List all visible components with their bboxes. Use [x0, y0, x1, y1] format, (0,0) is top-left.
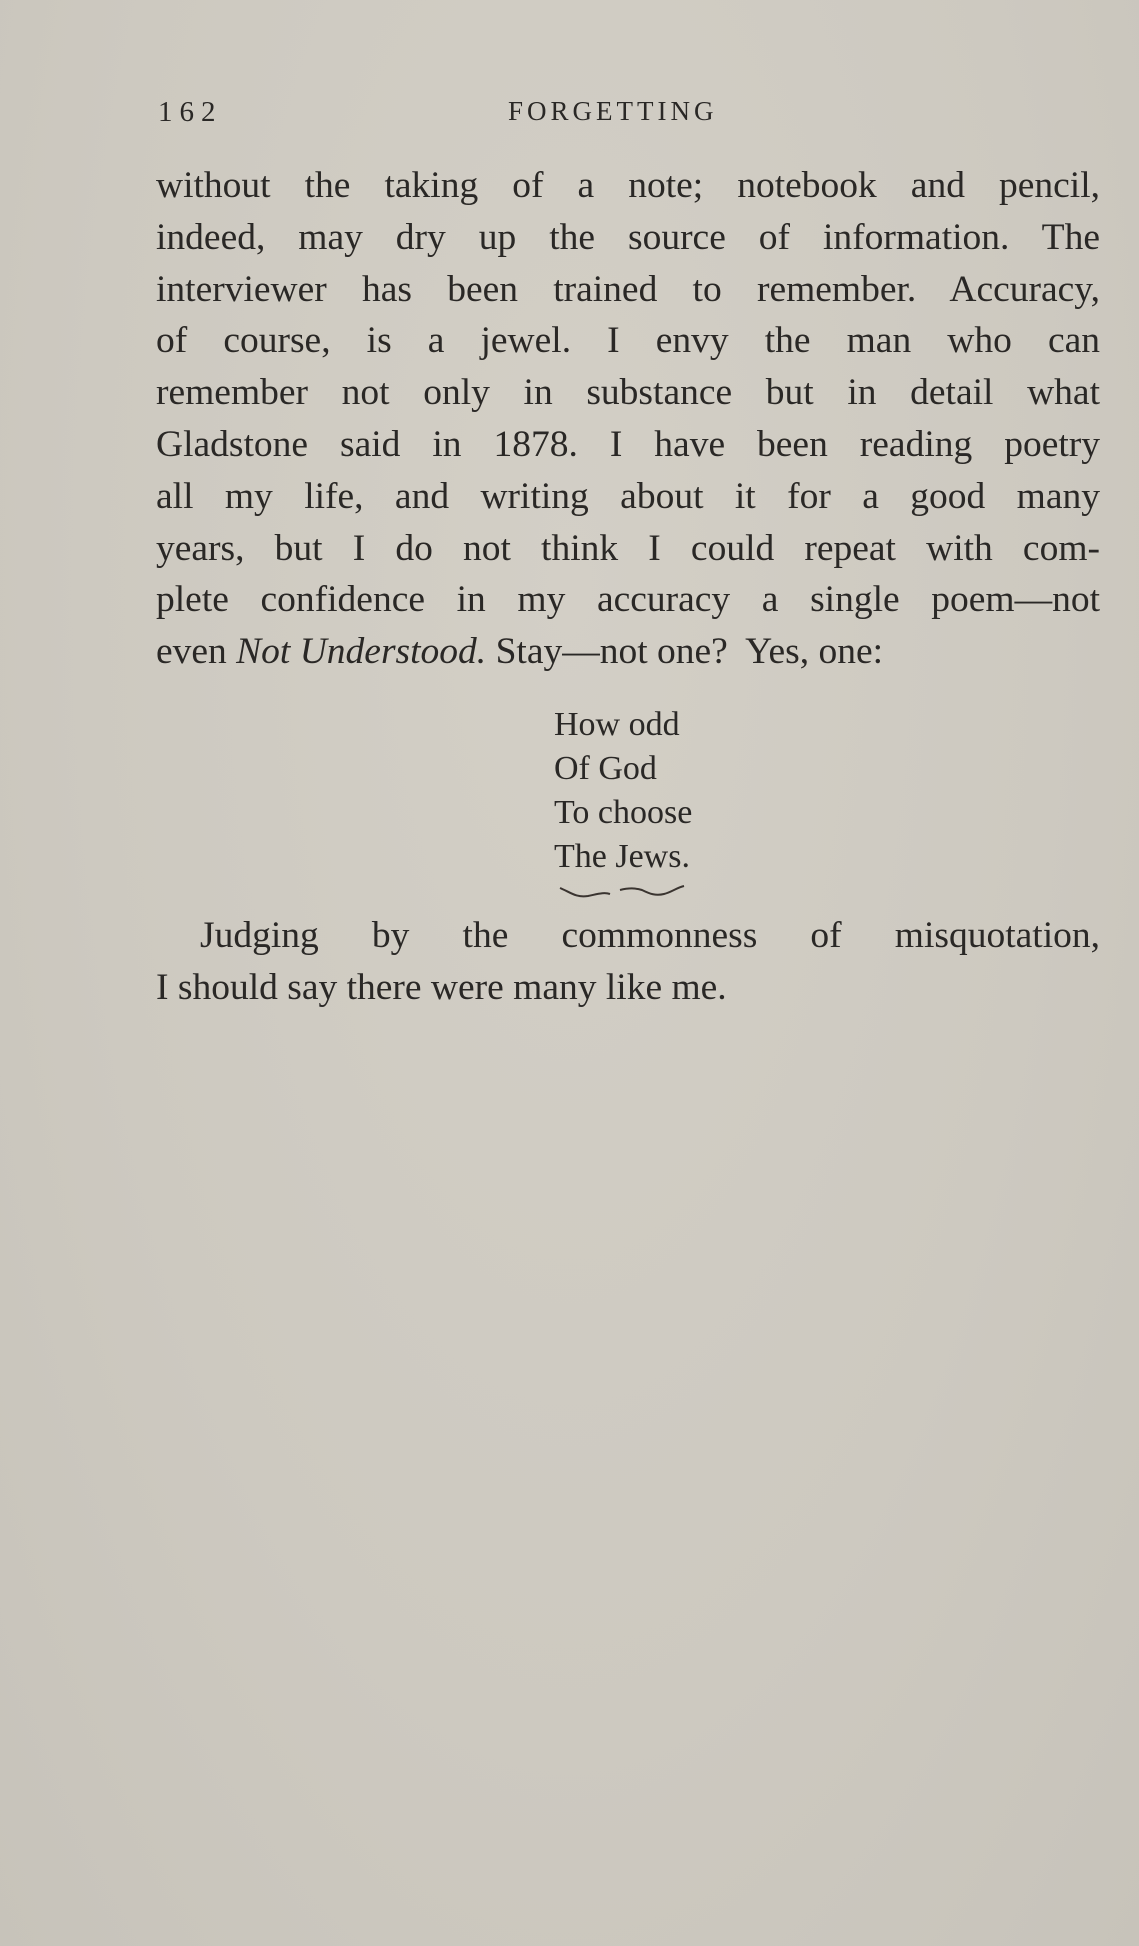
- poem-verse: Of God: [554, 750, 657, 787]
- running-head: [158, 96, 1098, 136]
- poem-title-italic: Not Understood.: [236, 631, 487, 673]
- text-line: Gladstone said in 1878. I have been reading poetry: [156, 423, 1100, 465]
- text-line-last: [156, 626, 1100, 678]
- quoted-poem: [554, 703, 692, 879]
- text-fragment: even: [156, 631, 237, 673]
- text-line: remember not only in substance but in detail what: [156, 372, 1100, 414]
- text-line: without the taking of a note; notebook and pencil,: [156, 165, 1100, 206]
- text-line: interviewer has been trained to remember. Accuracy,: [156, 268, 1100, 310]
- page-number: 162: [158, 96, 223, 128]
- text-line: plete confidence in my accuracy a single poem—not: [156, 579, 1100, 621]
- text-line: Judging by the commonness of misquotation,: [200, 915, 1100, 956]
- text-fragment: Stay—not one? Yes, one:: [486, 631, 884, 673]
- paragraph-1: [156, 160, 1100, 678]
- poem-verse: The Jews.: [554, 838, 690, 875]
- text-line: indeed, may dry up the source of information. The: [156, 216, 1100, 258]
- text-line: I should say there were many like me.: [156, 967, 727, 1008]
- text-line: of course, is a jewel. I envy the man who can: [156, 320, 1100, 362]
- paragraph-2: [156, 910, 1100, 1014]
- poem-verse: To choose: [554, 794, 693, 831]
- text-line: years, but I do not think I could repeat with com-: [156, 527, 1100, 569]
- text-line: all my life, and writing about it for a good many: [156, 475, 1100, 517]
- handwritten-flourish-mark: [558, 882, 708, 904]
- poem-verse: How odd: [554, 706, 680, 743]
- chapter-title: FORGETTING: [508, 96, 718, 126]
